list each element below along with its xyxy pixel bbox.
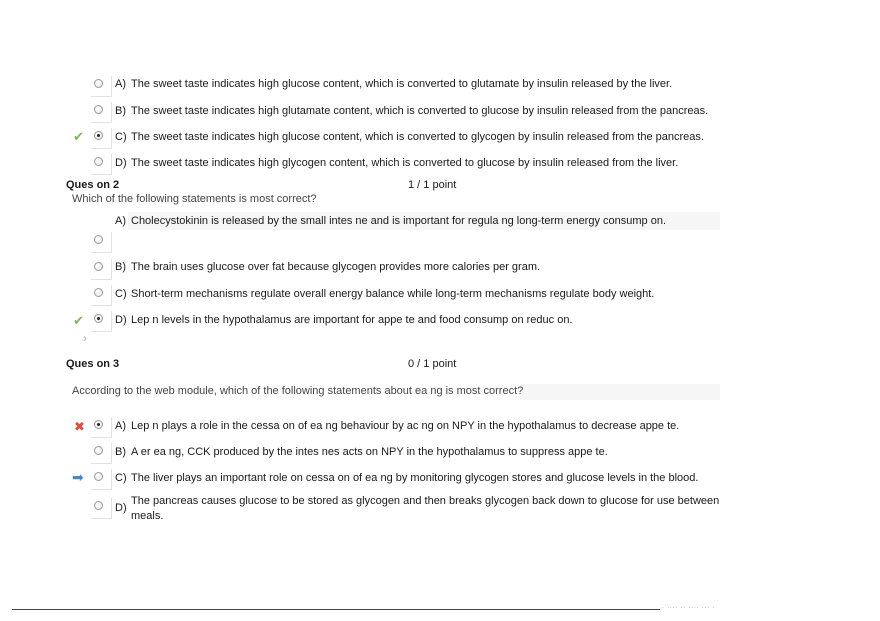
q3-option-b-radio-box[interactable] [91,443,112,464]
q3-option-c-letter: C) [115,472,127,484]
q3-option-b-letter: B) [115,446,126,458]
q1-option-a-radio[interactable] [94,79,103,88]
q3-option-d-text-line1: The pancreas causes glucose to be stored as glycogen and then breaks glycogen back down to glucose for use between [131,495,720,507]
q2-option-b-radio[interactable] [94,262,103,271]
correct-answer-arrow-icon: ➡ [72,469,84,485]
q3-option-d-radio[interactable] [94,501,103,510]
q3-option-b-radio[interactable] [94,446,103,455]
q3-option-b-text: A er ea ng, CCK produced by the intes nes acts on NPY in the hypothalamus to suppress appe te. [131,446,608,458]
q2-option-c-letter: C) [115,288,127,300]
q2-option-c-radio[interactable] [94,288,103,297]
q2-option-b-letter: B) [115,261,126,273]
q3-option-d-radio-box[interactable] [91,498,112,519]
question-2-points: 1 / 1 point [408,179,457,191]
question-3-points: 0 / 1 point [408,358,457,370]
q2-option-d-letter: D) [115,314,127,326]
question-3-stem-shade [520,384,720,400]
q1-option-b-radio-box[interactable] [91,102,112,123]
incorrect-x-icon: ✖ [74,419,85,434]
q2-option-a-letter: A) [115,215,126,227]
q1-option-c-radio-box[interactable] [91,128,112,149]
q3-option-c-text: The liver plays an important role on cessa on of ea ng by monitoring glycogen stores and glucose levels in the blood. [131,472,699,484]
footer-divider [12,609,660,610]
q2-option-b-text: The brain uses glucose over fat because glycogen provides more calories per gram. [131,261,541,273]
correct-check-icon: ✔ [73,129,84,144]
q1-option-c-letter: C) [115,131,127,143]
q2-option-a-text: Cholecystokinin is released by the small intes ne and is important for regula ng long-term energy consump on. [131,215,666,227]
question-2-stem: Which of the following statements is most correct? [72,193,317,205]
q1-option-a-letter: A) [115,78,126,90]
correct-check-icon: ✔ [73,313,84,328]
q1-option-b-letter: B) [115,105,126,117]
q1-option-b-radio[interactable] [94,105,103,114]
q3-option-a-letter: A) [115,420,126,432]
q3-option-d-letter: D) [115,502,127,514]
q1-option-c-radio[interactable] [94,131,103,140]
q2-option-d-text: Lep n levels in the hypothalamus are important for appe te and food consump on reduc on. [131,314,573,326]
q1-option-d-letter: D) [115,157,127,169]
q2-option-a-radio[interactable] [94,235,103,244]
q3-option-a-text: Lep n plays a role in the cessa on of ea ng behaviour by ac ng on NPY in the hypothalamus to decrease appe te. [131,420,680,432]
q1-option-c-text: The sweet taste indicates high glucose content, which is converted to glycogen by insulin released from the pancreas. [131,131,704,143]
q3-option-c-radio[interactable] [94,472,103,481]
q3-option-a-radio[interactable] [94,420,103,429]
q1-option-d-text: The sweet taste indicates high glycogen content, which is converted to glucose by insulin released from the liver. [131,157,679,169]
q2-option-c-text: Short-term mechanisms regulate overall energy balance while long-term mechanisms regulate body weight. [131,288,655,300]
q3-option-c-radio-box[interactable] [91,469,112,490]
q3-option-d-text-line2: meals. [131,510,164,522]
q3-option-a-radio-box[interactable] [91,417,112,438]
q2-option-a-radio-box[interactable] [91,232,112,253]
footer-text: . .... .. .... ... . [662,604,716,610]
q1-option-b-text: The sweet taste indicates high glutamate content, which is converted to glucose by insulin released from the pancreas. [131,105,709,117]
q2-option-b-radio-box[interactable] [91,259,112,280]
q2-option-d-radio-box[interactable] [91,311,112,332]
q1-option-d-radio[interactable] [94,157,103,166]
q1-option-a-radio-box[interactable] [91,76,112,97]
q1-option-a-text: The sweet taste indicates high glucose content, which is converted to glutamate by insulin released by the liver. [131,78,673,90]
question-2-title: Ques on 2 [66,179,120,191]
question-3-stem: According to the web module, which of the following statements about ea ng is most correct? [72,385,524,397]
q2-option-d-radio[interactable] [94,314,103,323]
q1-option-d-radio-box[interactable] [91,154,112,175]
question-3-title: Ques on 3 [66,358,120,370]
chevron-right-icon: › [83,331,87,345]
q2-option-c-radio-box[interactable] [91,285,112,306]
